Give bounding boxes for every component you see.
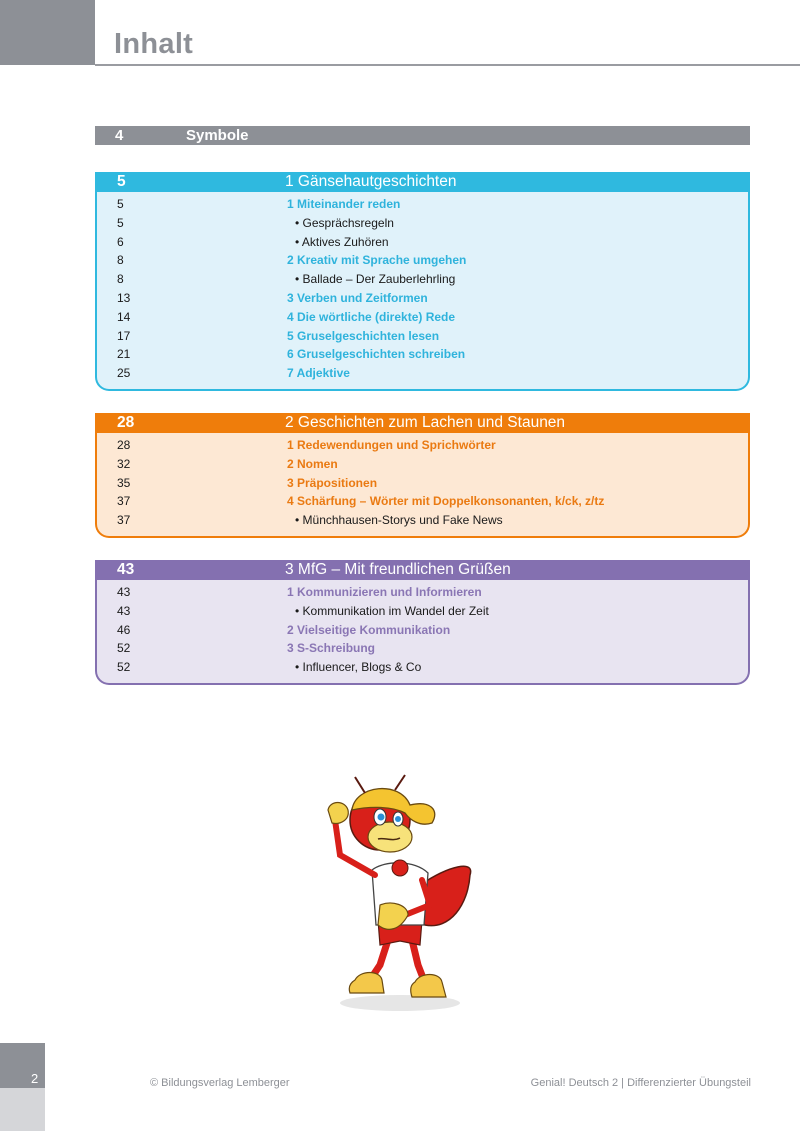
title-rule (95, 64, 800, 66)
toc-row[interactable] (97, 364, 748, 383)
chapter-page-number: 43 (117, 561, 135, 578)
toc-page-number: 46 (117, 622, 131, 637)
mascot-pupil-left (378, 814, 385, 821)
page-title: Inhalt (114, 28, 194, 60)
header-color-block (0, 0, 95, 65)
page-number-block-light (0, 1088, 45, 1131)
chapter-header[interactable] (95, 172, 750, 192)
toc-page-number: 8 (117, 272, 124, 287)
toc-entry-label: Symbole (186, 127, 249, 144)
toc-row-text: 7 Adjektive (287, 366, 350, 381)
toc-row[interactable] (97, 639, 748, 658)
toc-row[interactable] (97, 511, 748, 530)
toc-row-text: 2 Nomen (287, 456, 338, 471)
toc-row-text: 3 Präpositionen (287, 475, 378, 490)
toc-page-number: 13 (117, 290, 131, 305)
toc-page-number: 28 (117, 438, 131, 452)
mascot-shoe-left (349, 973, 384, 994)
toc-row[interactable] (97, 345, 748, 364)
toc-page-number: 43 (117, 585, 131, 599)
mascot-pupil-right (395, 816, 401, 822)
toc-row-text: 5 Gruselgeschichten lesen (287, 328, 440, 343)
toc-row-text: • Ballade – Der Zauberlehrling (295, 272, 456, 287)
toc-row[interactable] (97, 583, 748, 602)
toc-page-number: 21 (117, 347, 131, 362)
mascot-neck (392, 860, 408, 876)
chapter-page-number: 28 (117, 414, 135, 431)
toc-page-number: 25 (117, 366, 131, 381)
toc-page-number: 8 (117, 253, 124, 268)
chapter-title: 2 Geschichten zum Lachen und Staunen (285, 414, 566, 431)
toc-row-text: 6 Gruselgeschichten schreiben (287, 347, 466, 362)
toc-row-text: 3 Verben und Zeitformen (287, 290, 428, 305)
toc-row-text: • Influencer, Blogs & Co (295, 660, 422, 675)
toc-row-text: • Gesprächsregeln (295, 215, 394, 230)
toc-row-text: 1 Redewendungen und Sprichwörter (287, 438, 496, 452)
toc-page-number: 6 (117, 234, 124, 249)
toc-row[interactable] (97, 621, 748, 640)
mascot-shoe-right (411, 975, 446, 998)
footer-copyright: © Bildungsverlag Lemberger (150, 1077, 290, 1089)
toc-page-number: 17 (117, 328, 131, 343)
toc-page-number: 52 (117, 660, 131, 675)
toc-page-number: 5 (117, 197, 124, 211)
toc-row-text: 2 Kreativ mit Sprache umgehen (287, 253, 467, 268)
chapter-header[interactable] (95, 560, 750, 580)
toc-page-number: 14 (117, 309, 131, 324)
toc-row[interactable] (97, 602, 748, 621)
chapter-entries (97, 580, 748, 683)
toc-row-text: 2 Vielseitige Kommunikation (287, 622, 451, 637)
toc-row[interactable] (97, 251, 748, 270)
chapter-entries (97, 192, 748, 389)
toc-page-number: 5 (117, 215, 124, 230)
toc-row[interactable] (97, 233, 748, 252)
chapter-box-1 (95, 172, 750, 391)
toc-row[interactable] (97, 492, 748, 511)
chapter-box-3 (95, 560, 750, 685)
toc-row[interactable] (97, 270, 748, 289)
toc-page-number: 37 (117, 513, 131, 528)
toc-row-text: 4 Schärfung – Wörter mit Doppelkonsonanten, k/ck, z/tz (287, 494, 605, 509)
toc-row-text: • Kommunikation im Wandel der Zeit (295, 603, 489, 618)
toc-row[interactable] (97, 436, 748, 455)
toc-page-number: 43 (117, 603, 131, 618)
mascot-snout (368, 822, 412, 852)
ant-mascot-icon (300, 765, 500, 1015)
toc-row[interactable] (97, 214, 748, 233)
chapter-title: 1 Gänsehautgeschichten (285, 173, 457, 190)
page-number-block (0, 1043, 45, 1088)
toc-row[interactable] (97, 455, 748, 474)
toc-row-text: • Münchhausen-Storys und Fake News (295, 513, 503, 528)
toc-row-text: 3 S-Schreibung (287, 641, 376, 656)
toc-row-text: 1 Miteinander reden (287, 197, 401, 211)
toc-row[interactable] (97, 474, 748, 493)
page-number: 2 (31, 1071, 39, 1086)
toc-page-number: 52 (117, 641, 131, 656)
footer-book-title: Genial! Deutsch 2 | Differenzierter Übungsteil (530, 1077, 751, 1089)
toc-page-number: 35 (117, 475, 131, 490)
toc-page-number: 32 (117, 456, 131, 471)
chapter-title: 3 MfG – Mit freundlichen Grüßen (285, 561, 511, 578)
toc-page-number: 37 (117, 494, 131, 509)
toc-entry-symbole[interactable] (95, 126, 750, 145)
toc-row-text: 4 Die wörtliche (direkte) Rede (287, 309, 456, 324)
mascot-hand-raised (328, 803, 348, 824)
toc-row[interactable] (97, 308, 748, 327)
toc-row-text: • Aktives Zuhören (295, 234, 389, 249)
toc-page-number: 4 (115, 127, 124, 144)
chapter-entries (97, 433, 748, 536)
toc-row[interactable] (97, 289, 748, 308)
toc-row[interactable] (97, 195, 748, 214)
chapter-header[interactable] (95, 413, 750, 433)
chapter-box-2 (95, 413, 750, 538)
toc-row[interactable] (97, 658, 748, 677)
chapter-page-number: 5 (117, 173, 126, 190)
toc-row-text: 1 Kommunizieren und Informieren (287, 585, 482, 599)
toc-row[interactable] (97, 327, 748, 346)
